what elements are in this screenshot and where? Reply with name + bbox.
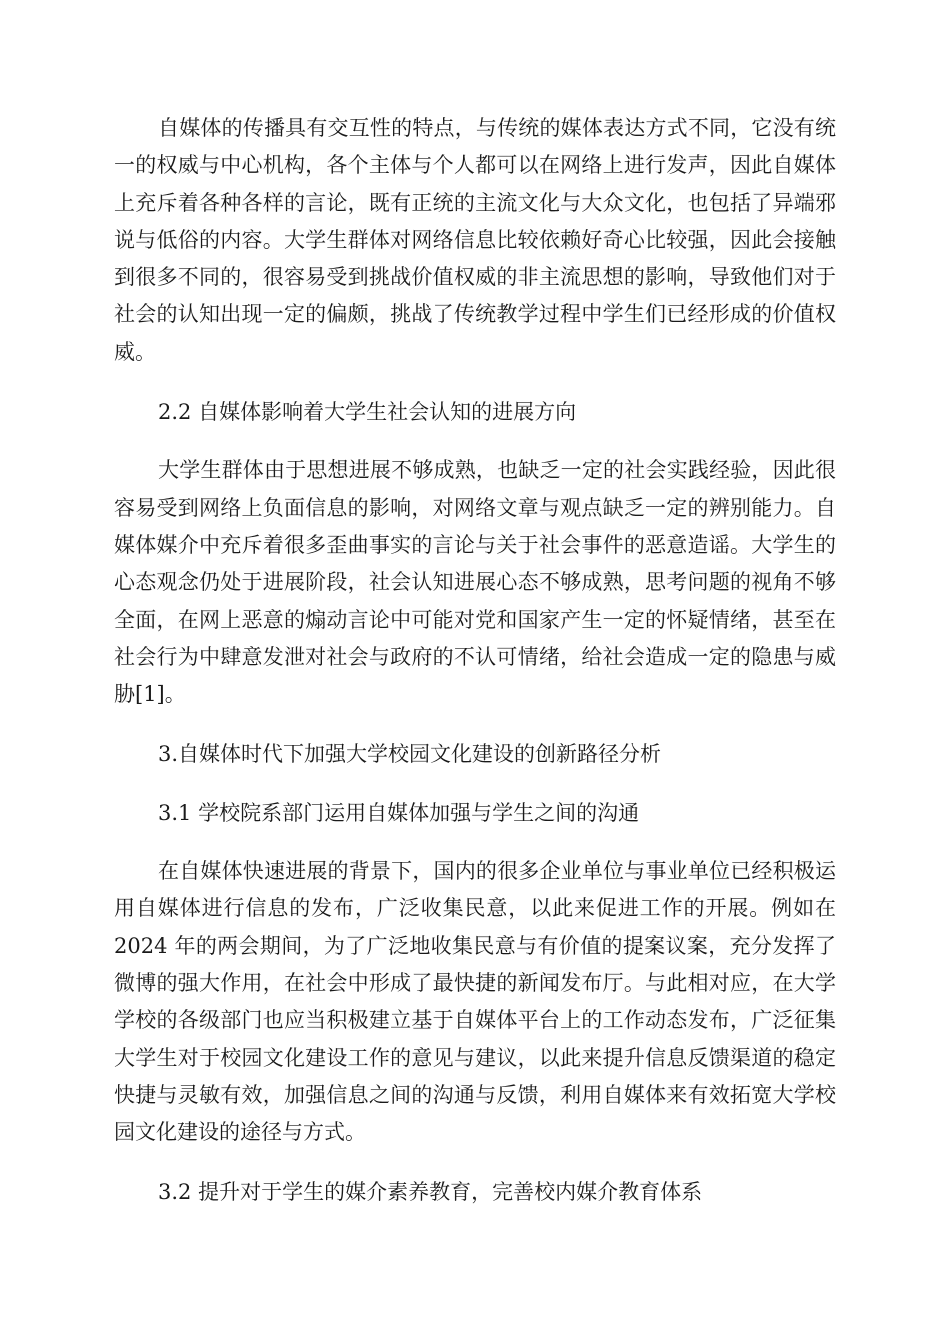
section-heading-3-1: 3.1 学校院系部门运用自媒体加强与学生之间的沟通 — [158, 800, 640, 825]
paragraph-department-communication: 在自媒体快速进展的背景下，国内的很多企业单位与事业单位已经积极运用自媒体进行信息的发布，广泛收集民意，以此来促进工作的开展。例如在 2024 年的两会期间，为了广泛地收集民意与有价值的提案议案，充分发挥了微博的强大作用，在社会中形成了最快捷的新闻发布厅。与此相对应，在大学学校的各级部门也应当积极建立基于自媒体平台上的工作动态发布，广泛征集大学生对于校园文化建设工作的意见与建议，以此来提升信息反馈渠道的稳定快捷与灵敏有效，加强信息之间的沟通与反馈，利用自媒体来有效拓宽大学校园文化建设的途径与方式。 — [114, 859, 836, 1145]
paragraph-media-interactivity: 自媒体的传播具有交互性的特点，与传统的媒体表达方式不同，它没有统一的权威与中心机构，各个主体与个人都可以在网络上进行发声，因此自媒体上充斥着各种各样的言论，既有正统的主流文化与大众文化，也包括了异端邪说与低俗的内容。大学生群体对网络信息比较依赖好奇心比较强，因此会接触到很多不同的，很容易受到挑战价值权威的非主流思想的影响，导致他们对于社会的认知出现一定的偏颇，挑战了传统教学过程中学生们已经形成的价值权威。 — [114, 116, 836, 364]
paragraph-social-cognition: 大学生群体由于思想进展不够成熟，也缺乏一定的社会实践经验，因此很容易受到网络上负面信息的影响，对网络文章与观点缺乏一定的辨别能力。自媒体媒介中充斥着很多歪曲事实的言论与关于社会事件的恶意造谣。大学生的心态观念仍处于进展阶段，社会认知进展心态不够成熟，思考问题的视角不够全面，在网上恶意的煽动言论中可能对党和国家产生一定的怀疑情绪，甚至在社会行为中肆意发泄对社会与政府的不认可情绪，给社会造成一定的隐患与威胁[1]。 — [114, 458, 836, 707]
document-page — [114, 110, 836, 1233]
section-heading-2-2: 2.2 自媒体影响着大学生社会认知的进展方向 — [158, 400, 577, 425]
section-heading-3-2: 3.2 提升对于学生的媒介素养教育，完善校内媒介教育体系 — [158, 1180, 703, 1205]
section-heading-3: 3.自媒体时代下加强大学校园文化建设的创新路径分析 — [158, 742, 662, 767]
